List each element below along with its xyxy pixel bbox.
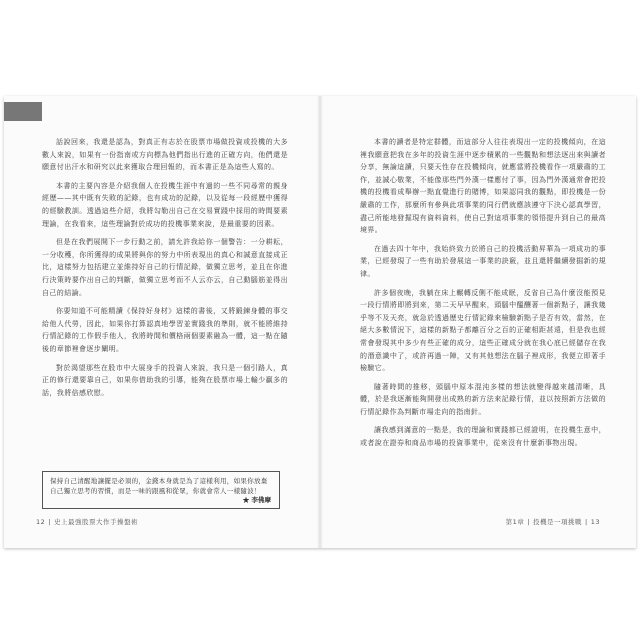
left-page-number: 12 [36, 518, 46, 526]
book-gutter [317, 96, 323, 548]
left-page [42, 136, 288, 405]
left-paragraph-5: 對於渴望那些在股市中大展身手的投資人來說，我只是一個引路人，真正的修行還要靠自己，如果你借助我的引導，能夠在股票市場上輸少贏多的話，我將倍感欣慰。 [42, 363, 288, 397]
right-page [360, 136, 606, 456]
right-paragraph-1: 本書的讀者是特定群體，而這部分人往往表現出一定的投機傾向，在這裡我願意把我在多年的投資生涯中逐步積累的一些觀點和想法逐出來與讀者分享，無論這讀，只要天性存在投機傾向，就應當將投機看作一項嚴肅的工作，並誠心敬業，不能像那些門外漢一樣應付了事，因為門外漢通常會把投機的投機看成舉辦一點直覺進行的賭博，如果認同我的觀點，即投機是一份嚴肅的工作，那麼所有參與此項事業的同行們就應該遵守下決心認真學習，盡己所能地發掘現有資料資料，使自己對這項事業的領悟提升到自己的最高境界。 [360, 138, 606, 235]
left-book-title: 史上最強股票大作手操盤術 [53, 518, 138, 526]
right-page-number: 13 [590, 518, 600, 526]
quote-author: ★ 李佛摩 [242, 496, 271, 504]
right-paragraph-3: 許多個夜晚，我躺在床上輾轉反側不能成眠，反省自己為什麼沒能預見一段行情將即將到來，第二天早早醒來，頭腦中醞釀著一個新點子，讓我幾乎等不及天亮，就急於透過歷史行情記錄來檢驗新點子是否有效，當然，在絕大多數情況下，這樣的新點子都離百分之百的正確相距甚遠，但是我也經常會發現其中多少有些正確的成分，這些正確成分就在我心底已經儲存在我的潛意識中了，或許再過一陣，又有其他想法在腦子裡成形，我便立即著手檢驗它。 [360, 288, 606, 373]
left-paragraph-4: 你要知道不可能精讀《保持好身材》這樣的書後，又將鍛鍊身體的事交給他人代勞，因此，如果你打算認真地學習並實踐我的準則，就不能將維持行情記錄的工作假手他人，我將時間和價格兩個要素融為一體，這一點在隨後的章節裡會逐步闡明。 [42, 307, 288, 353]
right-chapter: 第1章 [505, 518, 525, 526]
left-paragraph-1: 話說回來，我還是認為，對真正有志於在股票市場做投資或投機的大多數人來說，如果有一份指南或方向標為他們指出行進的正確方向，他們還是願意付出汗水和研究以此來獲取合理回報的，而本書正是為這些人寫的。 [42, 138, 288, 172]
quote-box [42, 471, 280, 509]
right-chapter-title: 投機是一項挑戰 [533, 518, 583, 526]
right-paragraph-4: 隨著時間的推移，頭腦中原本混沌多樣的想法就變得越來越清晰，具體，於是我逐漸能夠開發出成熟的新方法來記錄行情，並以按照新方法做的行情記錄作為判斷市場走向的指南針。 [360, 382, 606, 416]
left-paragraph-2: 本書的主要內容是介紹我個人在投機生涯中有過的一些不同尋常的親身經歷——其中既有失敗的記錄，也有成功的記錄，以及從每一段經歷中獲得的經驗教訓。透過這些介紹，我將勾勒出自己在交易實踐中採用的時間要素理論，在我看來，這些理論對於成功的投機事業來說，是最重要的因素。 [42, 181, 288, 228]
left-paragraph-3: 但是在我們展開下一步行動之前，請允許我給你一個警告：一分耕耘，一分收穫，你所獲得的成果將與你的努力中所表現出的真心和誠意直接成正比，這樣努力包括建立並維持好自己的行情記錄，做獨立思考，並且在你進行決策時要作出自己的判斷，做獨立思考而不人云亦云，自己動腦筋並得出自己的結論。 [42, 238, 288, 297]
book-spread [4, 96, 636, 548]
page-edge-tab [4, 102, 42, 121]
right-footer: 第1章 | 投機是一項挑戰 | 13 [505, 518, 600, 526]
quote-text: 保持自己清醒地讓擺是必須的，金錢本身就是為了這樣利用，如果你放棄自己獨立思考的習慣，而是一味的跟風和從眾，你就會常人一樣隨波！ [50, 477, 268, 495]
left-footer: 12 | 史上最強股票大作手操盤術 [36, 518, 138, 526]
right-paragraph-5: 讓我感到滿意的一點是，我的理論和實踐都已經證明，在投機生意中，或者說在證券和商品市場的投資事業中，從來沒有什麼新事物出現。 [360, 426, 606, 448]
right-paragraph-2: 在過去四十年中，我始終致力於將自己的投機活動昇華為一項成功的事業，已經發現了一些有助於發展這一事業的訣竅，並且還將繼續發掘新的規律。 [360, 244, 606, 278]
